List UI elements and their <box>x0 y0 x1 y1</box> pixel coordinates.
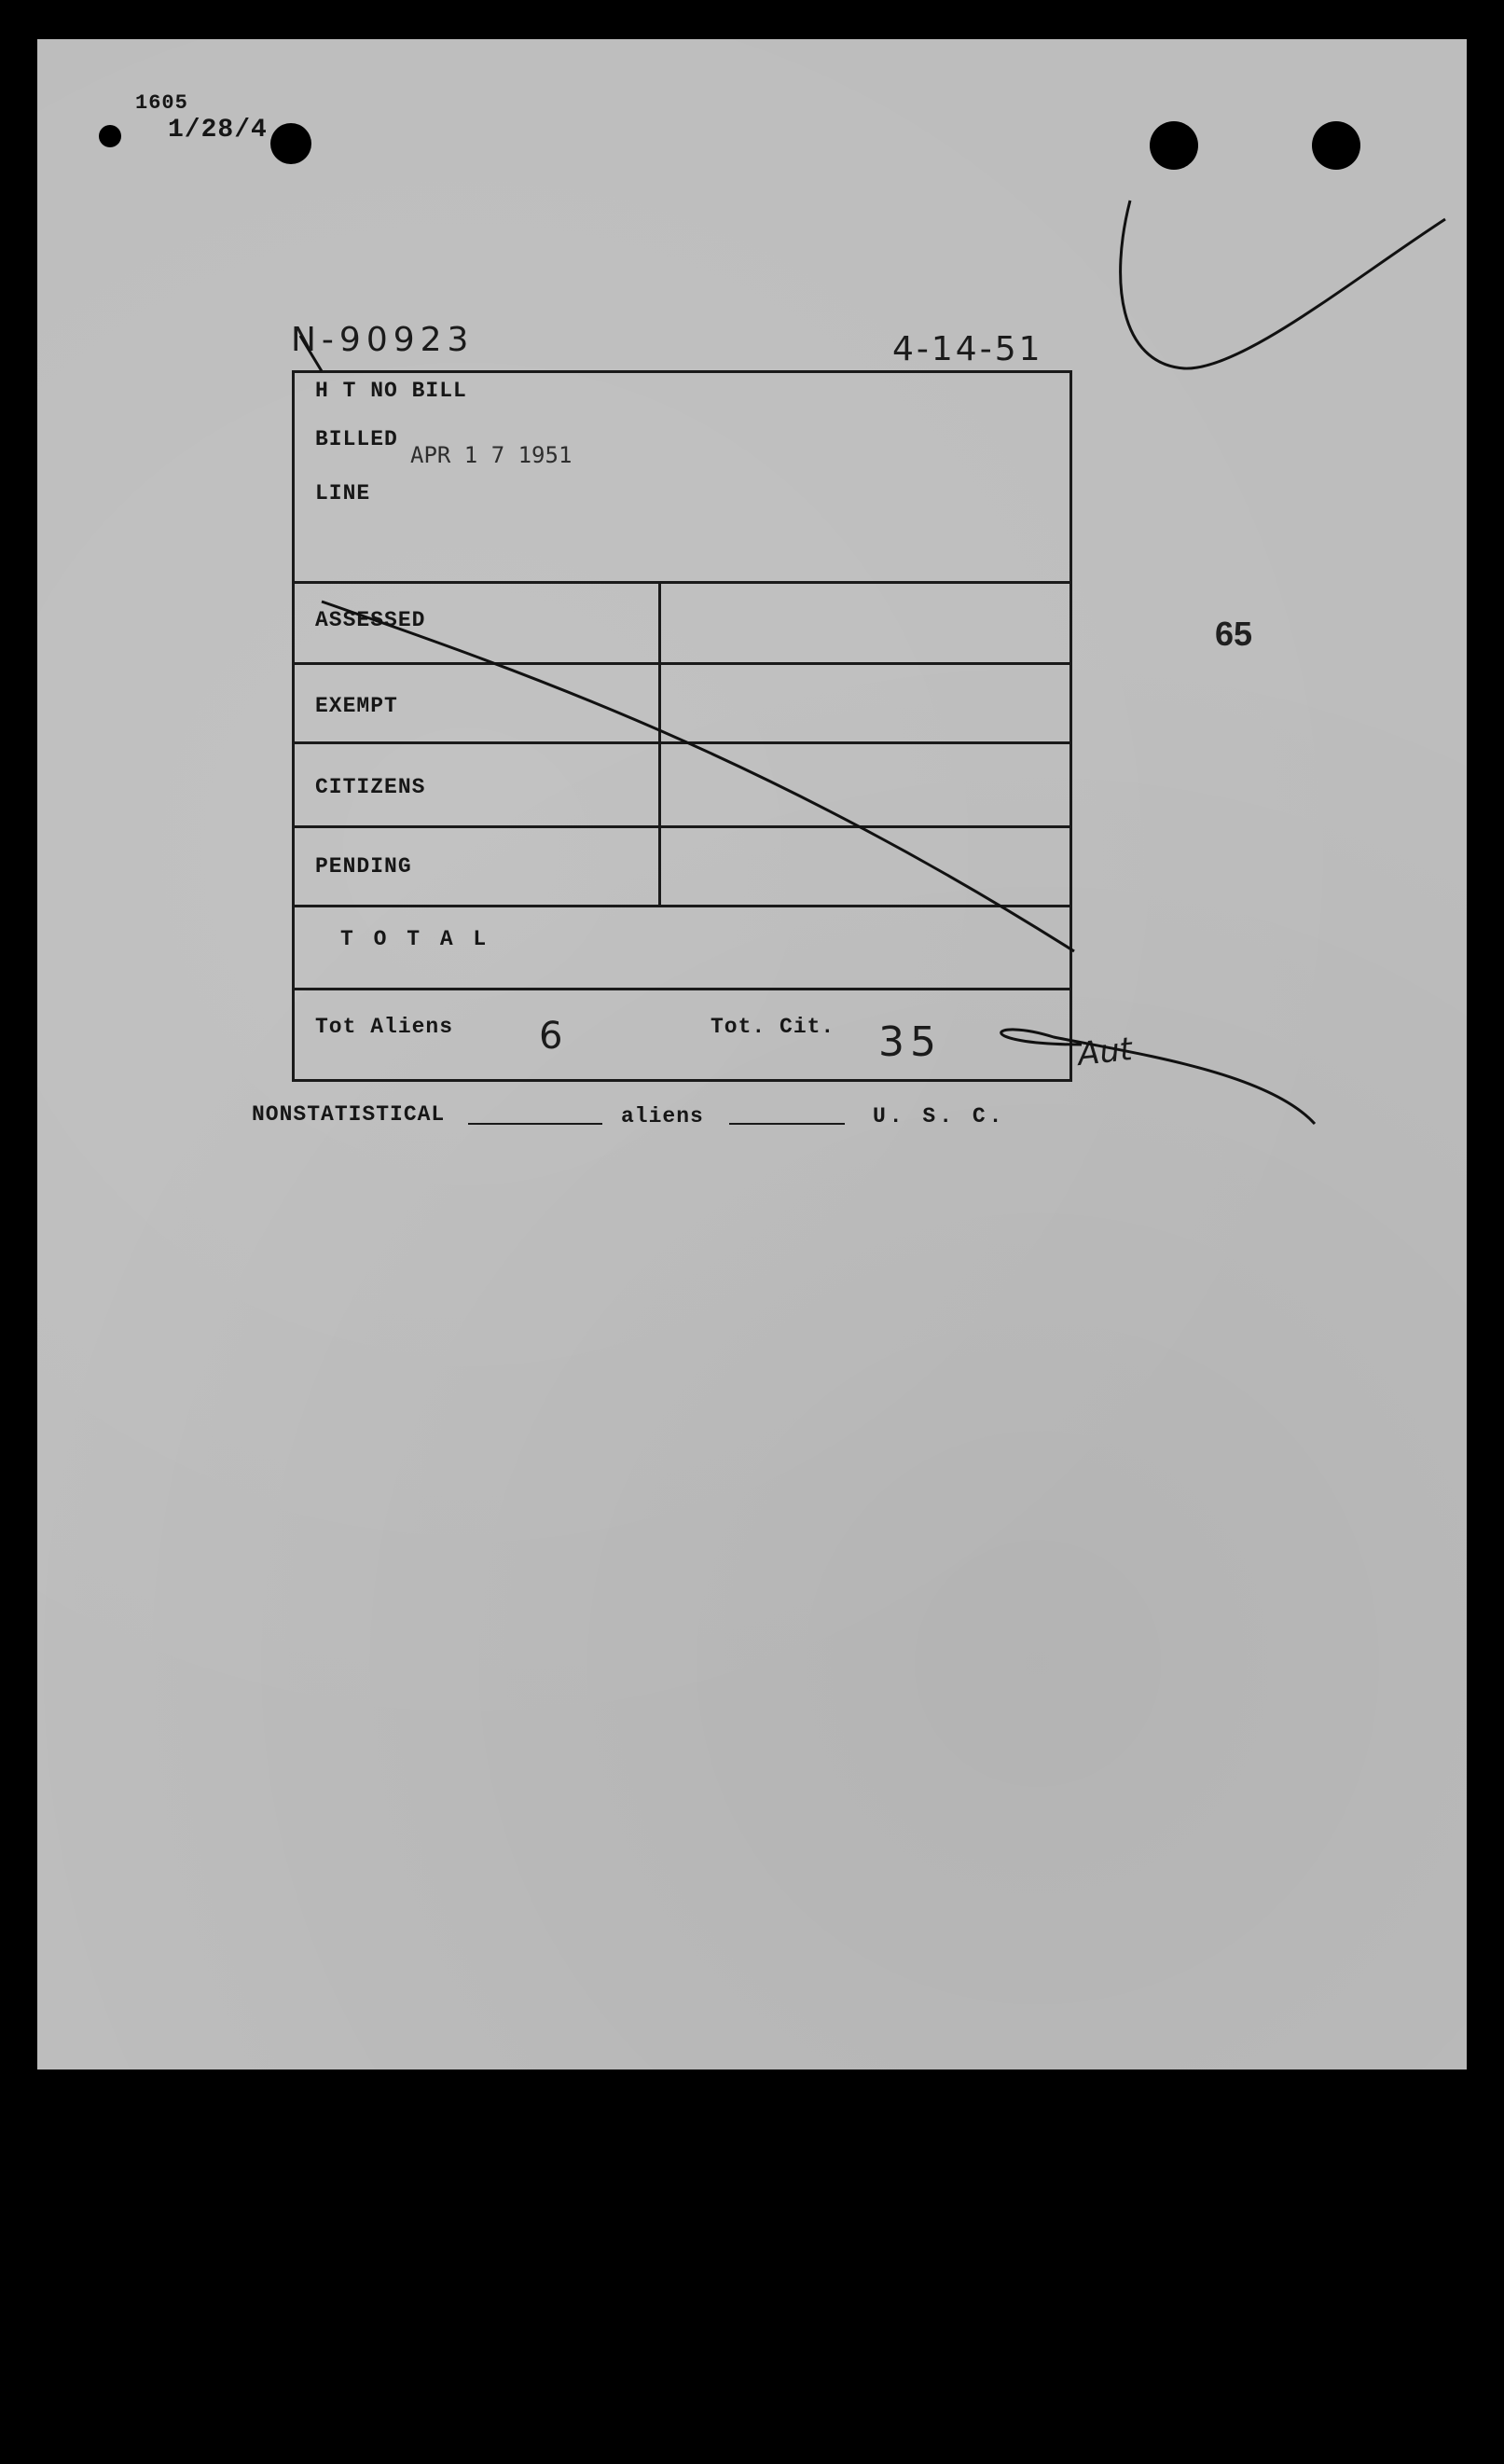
assessed-label: ASSESSED <box>315 608 426 632</box>
rule-exempt-top <box>295 662 1069 665</box>
initials-signature: Aut <box>1076 1031 1135 1073</box>
citizens-label: CITIZENS <box>315 775 426 799</box>
rule-pending-top <box>295 825 1069 828</box>
punch-hole-corner <box>99 125 121 147</box>
exempt-label: EXEMPT <box>315 694 398 718</box>
tot-cit-label: Tot. Cit. <box>711 1015 835 1039</box>
file-date-note: 1/28/4 <box>168 116 268 145</box>
form-box <box>292 370 1072 1082</box>
column-divider <box>658 584 661 906</box>
handwritten-case-number: N-90923 <box>291 321 475 359</box>
rule-total-top <box>295 905 1069 907</box>
line-label: LINE <box>315 481 371 505</box>
punch-hole-left <box>1150 121 1198 170</box>
aliens-blank <box>729 1123 845 1125</box>
aliens-label: aliens <box>621 1104 704 1128</box>
usc-label: U. S. C. <box>873 1104 1006 1128</box>
rule-totals-top <box>295 988 1069 990</box>
tot-cit-value: 35 <box>878 1018 942 1066</box>
billed-date-stamp: APR 1 7 1951 <box>410 442 573 468</box>
total-label: T O T A L <box>340 927 490 951</box>
file-number-note: 1605 <box>135 91 188 115</box>
nonstatistical-blank <box>468 1123 602 1125</box>
tot-aliens-label: Tot Aliens <box>315 1015 454 1039</box>
side-page-number: 65 <box>1215 615 1253 653</box>
form-title-label: H T NO BILL <box>315 379 467 403</box>
billed-label: BILLED <box>315 427 398 451</box>
rule-citizens-top <box>295 741 1069 744</box>
pending-label: PENDING <box>315 854 412 879</box>
tot-aliens-value: 6 <box>539 1015 563 1058</box>
handwritten-date: 4-14-51 <box>892 330 1043 368</box>
nonstatistical-label: NONSTATISTICAL <box>252 1102 446 1127</box>
rule-assessed-top <box>295 581 1069 584</box>
document-page <box>37 39 1467 2069</box>
punch-hole-top-left <box>270 123 311 164</box>
punch-hole-right <box>1312 121 1360 170</box>
